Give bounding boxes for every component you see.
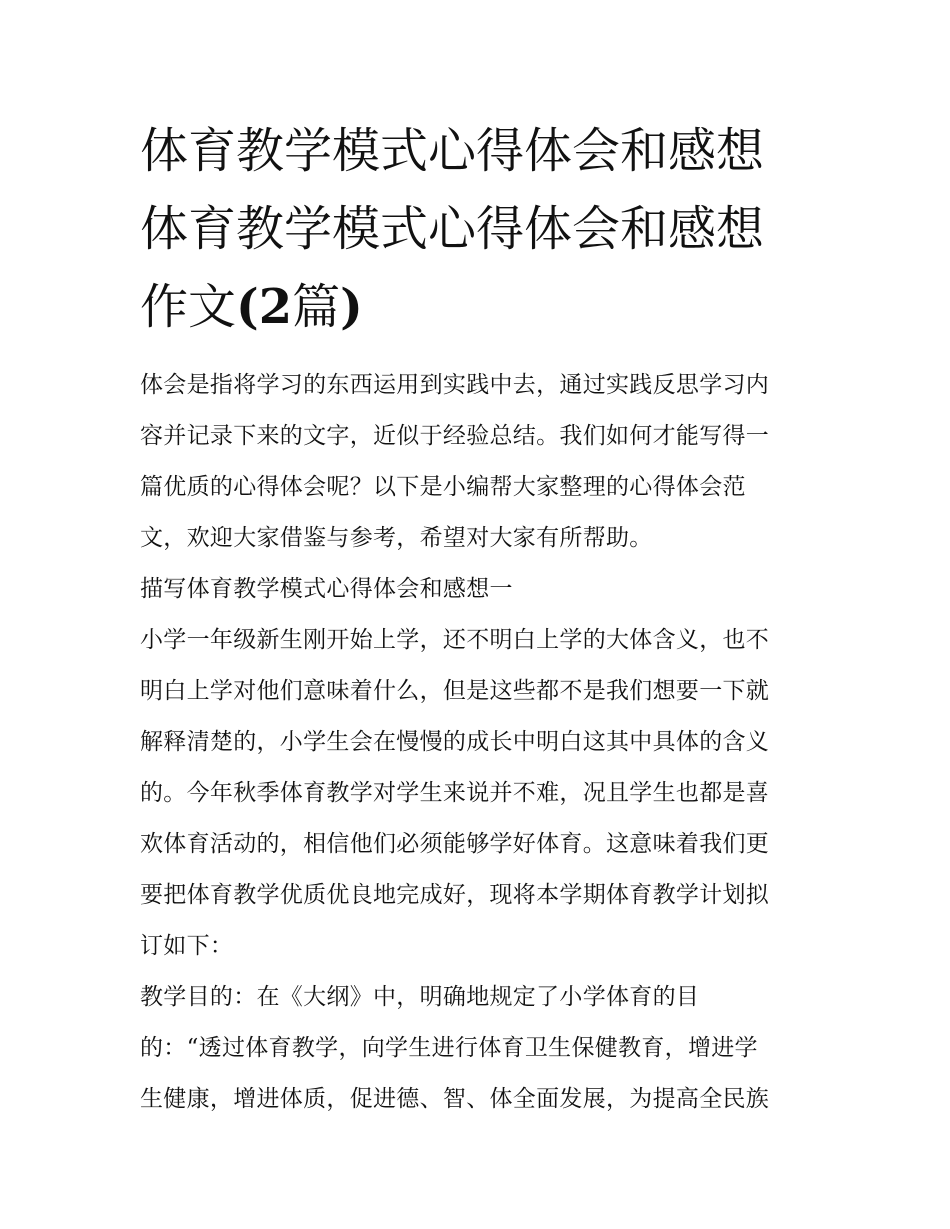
- body-line: 文，欢迎大家借鉴与参考，希望对大家有所帮助。: [140, 525, 653, 551]
- body-line: 容并记录下来的文字，近似于经验总结。我们如何才能写得一: [140, 423, 770, 449]
- body-line: 教学目的：在《大纲》中，明确地规定了小学体育的目: [140, 984, 700, 1010]
- body-line: 生健康，增进体质，促进德、智、体全面发展，为提高全民族: [140, 1086, 770, 1112]
- document-content: [140, 112, 820, 1125]
- body-line: 要把体育教学优质优良地完成好，现将本学期体育教学计划拟: [140, 882, 770, 908]
- title-line-3-close: ): [340, 279, 363, 335]
- body-line: 欢体育活动的，相信他们必须能够学好体育。这意味着我们更: [140, 831, 770, 857]
- body-line: 订如下：: [140, 933, 234, 959]
- body-line: 体会是指将学习的东西运用到实践中去，通过实践反思学习内: [140, 372, 770, 398]
- title-line-3-unit: 篇: [292, 279, 341, 335]
- body-line: 的。今年秋季体育教学对学生来说并不难，况且学生也都是喜: [140, 780, 770, 806]
- body-line: 篇优质的心得体会呢？以下是小编帮大家整理的心得体会范: [140, 474, 746, 500]
- title-line-3: [140, 268, 820, 346]
- title-line-3-prefix: 作文: [140, 279, 237, 335]
- document-body: [140, 360, 820, 1125]
- body-line: 的：“透过体育教学，向学生进行体育卫生保健教育，增进学: [140, 1035, 758, 1061]
- body-line: 解释清楚的，小学生会在慢慢的成长中明白这其中具体的含义: [140, 729, 770, 755]
- document-title: [140, 112, 820, 346]
- body-line: 小学一年级新生刚开始上学，还不明白上学的大体含义，也不: [140, 627, 770, 653]
- title-line-3-count: (2: [236, 279, 293, 335]
- section-heading: 描写体育教学模式心得体会和感想一: [140, 576, 513, 602]
- title-line-1: 体育教学模式心得体会和感想: [140, 123, 765, 179]
- title-line-2: 体育教学模式心得体会和感想: [140, 201, 765, 257]
- body-line: 明白上学对他们意味着什么，但是这些都不是我们想要一下就: [140, 678, 770, 704]
